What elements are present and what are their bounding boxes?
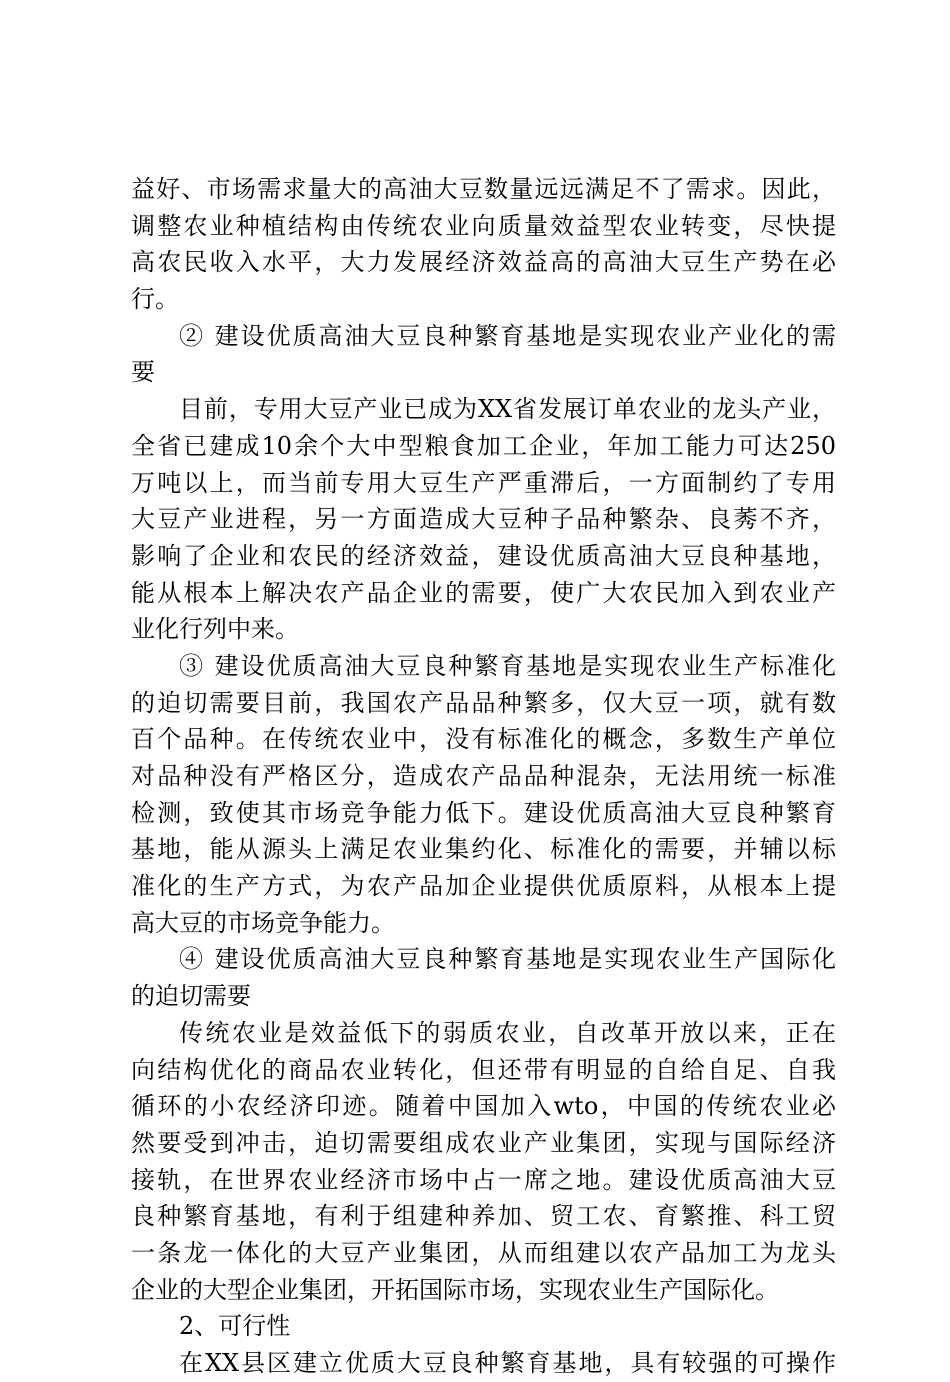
text-line: 大豆产业进程，另一方面造成大豆种子品种繁杂、良莠不齐， xyxy=(131,505,836,534)
text-line: 的迫切需要 xyxy=(131,982,251,1011)
text-line: 要 xyxy=(131,358,155,387)
text-line: ④ 建设优质高油大豆良种繁育基地是实现农业生产国际化 xyxy=(179,945,836,974)
text-line: 对品种没有严格区分，造成农产品品种混杂，无法用统一标准 xyxy=(131,762,836,790)
text-line: 调整农业种植结构由传统农业向质量效益型农业转变，尽快提 xyxy=(131,211,836,240)
text-line: 2、可行性 xyxy=(179,1312,291,1341)
text-line: 准化的生产方式，为农产品加企业提供优质原料，从根本上提 xyxy=(131,872,836,901)
text-line: 万吨以上，而当前专用大豆生产严重滞后，一方面制约了专用 xyxy=(131,468,836,497)
text-line: ③ 建设优质高油大豆良种繁育基地是实现农业生产标准化 xyxy=(179,651,836,680)
text-line: 然要受到冲击，迫切需要组成农业产业集团，实现与国际经济 xyxy=(131,1128,836,1157)
body-text xyxy=(131,171,836,1382)
text-line: 检测，致使其市场竞争能力低下。建设优质高油大豆良种繁育 xyxy=(131,798,836,827)
text-line: 能从根本上解决农产品企业的需要，使广大农民加入到农业产 xyxy=(131,578,836,607)
text-line: 全省已建成10余个大中型粮食加工企业，年加工能力可达250 xyxy=(131,431,836,460)
text-line: 循环的小农经济印迹。随着中国加入wto，中国的传统农业必 xyxy=(131,1092,836,1121)
text-line: 向结构优化的商品农业转化，但还带有明显的自给自足、自我 xyxy=(131,1055,836,1084)
text-line: 目前，专用大豆产业已成为XX省发展订单农业的龙头产业， xyxy=(179,395,836,424)
text-line: 的迫切需要目前，我国农产品品种繁多，仅大豆一项，就有数 xyxy=(131,688,836,717)
text-line: 接轨，在世界农业经济市场中占一席之地。建设优质高油大豆 xyxy=(131,1165,836,1194)
text-line: 传统农业是效益低下的弱质农业，自改革开放以来，正在 xyxy=(179,1018,836,1047)
text-line: 基地，能从源头上满足农业集约化、标准化的需要，并辅以标 xyxy=(131,835,836,864)
text-line: 高大豆的市场竞争能力。 xyxy=(131,908,395,937)
text-line: 业化行列中来。 xyxy=(131,615,299,644)
text-line: 高农民收入水平，大力发展经济效益高的高油大豆生产势在必 xyxy=(131,248,836,277)
text-line: 在XX县区建立优质大豆良种繁育基地，具有较强的可操作 xyxy=(179,1349,836,1377)
text-line: ② 建设优质高油大豆良种繁育基地是实现农业产业化的需 xyxy=(179,321,836,350)
text-line: 良种繁育基地，有利于组建种养加、贸工农、育繁推、科工贸 xyxy=(131,1202,836,1231)
text-line: 百个品种。在传统农业中，没有标准化的概念，多数生产单位 xyxy=(131,725,836,754)
text-line: 影响了企业和农民的经济效益，建设优质高油大豆良种基地， xyxy=(131,541,836,570)
text-line: 一条龙一体化的大豆产业集团，从而组建以农产品加工为龙头 xyxy=(131,1238,836,1267)
text-line: 行。 xyxy=(131,285,179,314)
text-line: 企业的大型企业集团，开拓国际市场，实现农业生产国际化。 xyxy=(131,1275,779,1304)
text-line: 益好、市场需求量大的高油大豆数量远远满足不了需求。因此， xyxy=(131,175,836,203)
